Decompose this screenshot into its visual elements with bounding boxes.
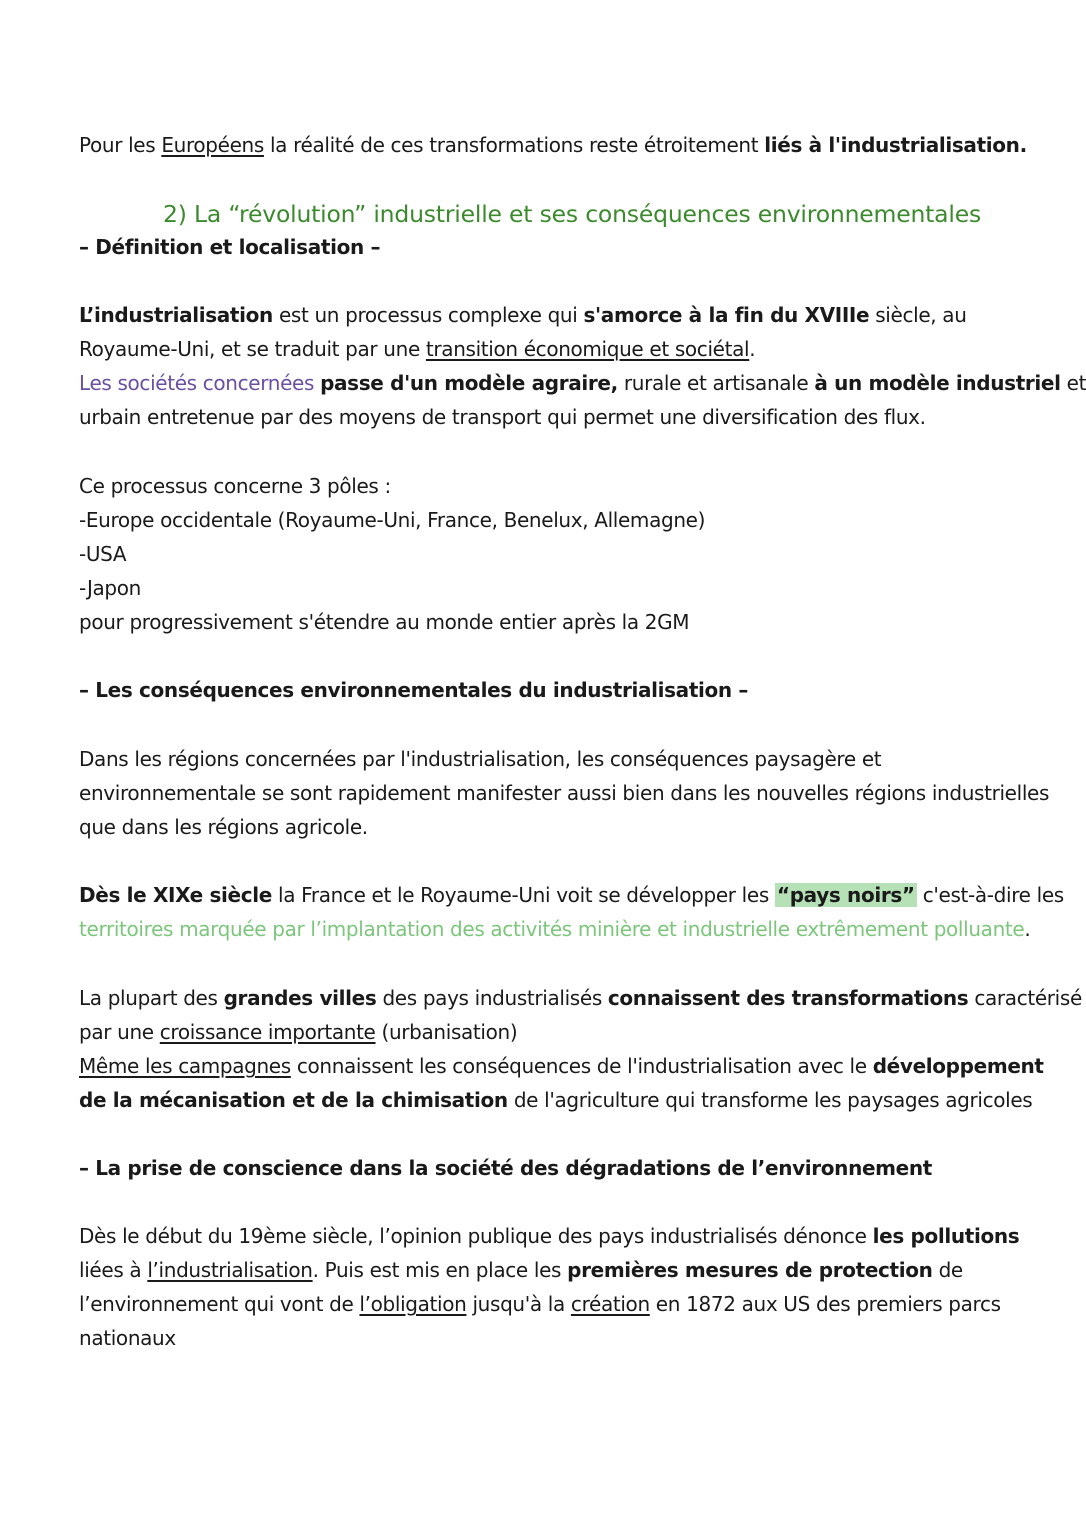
text: de: [932, 1258, 963, 1282]
colored-text: Les sociétés concernées: [79, 371, 315, 395]
intro-paragraph: [79, 128, 1069, 162]
text: rurale et artisanale: [617, 371, 815, 395]
text: l’environnement qui vont de: [79, 1292, 360, 1316]
underlined-text: l’obligation: [359, 1292, 467, 1316]
underlined-text: croissance importante: [159, 1020, 376, 1044]
line: [79, 1287, 1069, 1321]
list-intro: Ce processus concerne 3 pôles :: [79, 474, 391, 498]
bold-text: à un modèle industriel: [814, 371, 1061, 395]
text: .: [749, 337, 756, 361]
text: La plupart des: [79, 986, 224, 1010]
bold-text: L’industrialisation: [79, 303, 273, 327]
subheading-text: – Définition et localisation –: [79, 235, 381, 259]
colored-text: territoires marquée par l’implantation des activités minière et industrielle extrêmement polluante: [79, 917, 1025, 941]
bold-text: s'amorce à la fin du XVIIIe: [583, 303, 870, 327]
text: la France et le Royaume-Uni voit se développer les: [272, 883, 775, 907]
paragraph-consequences: [79, 742, 1069, 844]
text: urbain entretenue par des moyens de transport qui permet une diversification des flux.: [79, 405, 926, 429]
line: [79, 1253, 1069, 1287]
underlined-text: transition économique et sociétal: [425, 337, 750, 361]
paragraph-villes: [79, 981, 1082, 1117]
subheading-text: – Les conséquences environnementales du industrialisation –: [79, 678, 749, 702]
line: Dans les régions concernées par l'industrialisation, les conséquences paysagère et: [79, 747, 882, 771]
subheading-consequences: [79, 673, 1069, 707]
underlined-text: Même les campagnes: [79, 1054, 291, 1078]
text: la réalité de ces transformations reste étroitement: [263, 133, 765, 157]
line: [79, 332, 1069, 366]
text: et: [1060, 371, 1086, 395]
line: [79, 912, 1069, 946]
line: [79, 878, 1069, 912]
line: que dans les régions agricole.: [79, 815, 368, 839]
bold-text: de la mécanisation et de la chimisation: [79, 1088, 508, 1112]
text: est un processus complexe qui: [272, 303, 584, 327]
bold-text: les pollutions: [872, 1224, 1020, 1248]
text: connaissent les conséquences de l'industrialisation avec le: [290, 1054, 873, 1078]
bold-text: passe d'un modèle agraire,: [320, 371, 618, 395]
line: [79, 1219, 1069, 1253]
text: des pays industrialisés: [376, 986, 608, 1010]
underlined-text: création: [570, 1292, 650, 1316]
line: [79, 366, 1086, 400]
line: environnementale se sont rapidement manifester aussi bien dans les nouvelles régions industrielles: [79, 781, 1050, 805]
bold-text: liés à l'industrialisation.: [764, 133, 1027, 157]
text: (urbanisation): [375, 1020, 518, 1044]
underlined-text: Européens: [161, 133, 264, 157]
line: [79, 298, 1069, 332]
bold-text: connaissent des transformations: [607, 986, 969, 1010]
underlined-text: l’industrialisation: [147, 1258, 313, 1282]
text: jusqu'à la: [466, 1292, 571, 1316]
text: caractérisé: [968, 986, 1082, 1010]
line: [79, 400, 1069, 434]
list-item: -Japon: [79, 576, 141, 600]
poles-list: [79, 469, 1069, 639]
paragraph-pays-noirs: [79, 878, 1069, 946]
list-outro: pour progressivement s'étendre au monde entier après la 2GM: [79, 610, 690, 634]
line: nationaux: [79, 1326, 176, 1350]
section-title: 2) La “révolution” industrielle et ses conséquences environnementales: [163, 200, 982, 228]
text: siècle, au: [869, 303, 967, 327]
text: Dès le début du 19ème siècle, l’opinion publique des pays industrialisés dénonce: [79, 1224, 873, 1248]
bold-text: développement: [872, 1054, 1044, 1078]
subheading-prise-de-conscience: [79, 1151, 1069, 1185]
text: .: [1024, 917, 1031, 941]
text: Pour les: [79, 133, 162, 157]
list-item: -Europe occidentale (Royaume-Uni, France, Benelux, Allemagne): [79, 508, 706, 532]
text: en 1872 aux US des premiers parcs: [649, 1292, 1001, 1316]
list-item: -USA: [79, 542, 127, 566]
text: c'est-à-dire les: [916, 883, 1064, 907]
text: par une: [79, 1020, 160, 1044]
text: Royaume-Uni, et se traduit par une: [79, 337, 426, 361]
text: liées à: [79, 1258, 148, 1282]
line: [79, 981, 1082, 1015]
bold-text: Dès le XIXe siècle: [79, 883, 272, 907]
text: . Puis est mis en place les: [312, 1258, 568, 1282]
bold-text: premières mesures de protection: [567, 1258, 933, 1282]
subheading-text: – La prise de conscience dans la société des dégradations de l’environnement: [79, 1156, 932, 1180]
subheading-definition: [79, 230, 1069, 264]
bold-text: grandes villes: [223, 986, 377, 1010]
paragraph-industrialisation: [79, 298, 1086, 434]
paragraph-prise-de-conscience: [79, 1219, 1069, 1355]
text: de l'agriculture qui transforme les paysages agricoles: [507, 1088, 1033, 1112]
line: [79, 1083, 1069, 1117]
highlighted-text: “pays noirs”: [776, 883, 915, 907]
line: [79, 1015, 1069, 1049]
line: [79, 1049, 1069, 1083]
